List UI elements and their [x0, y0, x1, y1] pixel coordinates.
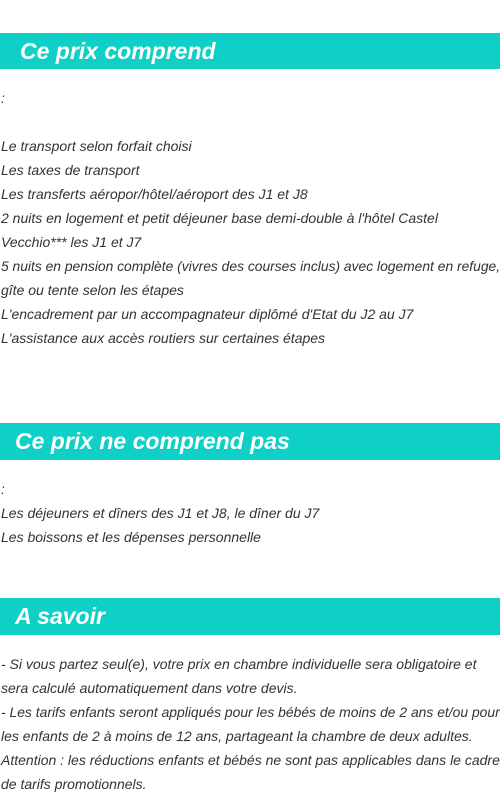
section-header-excluded: [0, 423, 500, 460]
included-item: L'encadrement par un accompagnateur diplômé d'Etat du J2 au J7: [1, 306, 414, 322]
section-title-info: A savoir: [15, 603, 105, 629]
info-line: Attention : les réductions enfants et bébés ne sont pas applicables dans le cadre: [1, 752, 500, 768]
included-item: 2 nuits en logement et petit déjeuner base demi-double à l'hôtel Castel: [1, 210, 438, 226]
included-intro: :: [1, 90, 5, 106]
section-header-info: [0, 598, 500, 635]
section-header-included: [0, 33, 500, 69]
info-line: de tarifs promotionnels.: [1, 776, 147, 792]
info-line: - Les tarifs enfants seront appliqués pour les bébés de moins de 2 ans et/ou pour: [1, 704, 500, 720]
info-line: les enfants de 2 à moins de 12 ans, partageant la chambre de deux adultes.: [1, 728, 473, 744]
info-line: sera calculé automatiquement dans votre devis.: [1, 680, 298, 696]
included-item: Vecchio*** les J1 et J7: [1, 234, 142, 250]
excluded-intro: :: [1, 481, 5, 497]
included-item: Les taxes de transport: [1, 162, 140, 178]
section-title-included: Ce prix comprend: [20, 37, 216, 64]
excluded-item: Les déjeuners et dîners des J1 et J8, le dîner du J7: [1, 505, 320, 521]
included-item: gîte ou tente selon les étapes: [1, 282, 184, 298]
included-item: 5 nuits en pension complète (vivres des courses inclus) avec logement en refuge,: [1, 258, 500, 274]
included-item: L'assistance aux accès routiers sur certaines étapes: [1, 330, 326, 346]
excluded-item: Les boissons et les dépenses personnelle: [1, 529, 261, 545]
info-line: - Si vous partez seul(e), votre prix en chambre individuelle sera obligatoire et: [1, 656, 477, 672]
included-item: Les transferts aéropor/hôtel/aéroport des J1 et J8: [1, 186, 308, 202]
included-item: Le transport selon forfait choisi: [1, 138, 192, 154]
section-title-excluded: Ce prix ne comprend pas: [15, 428, 290, 454]
